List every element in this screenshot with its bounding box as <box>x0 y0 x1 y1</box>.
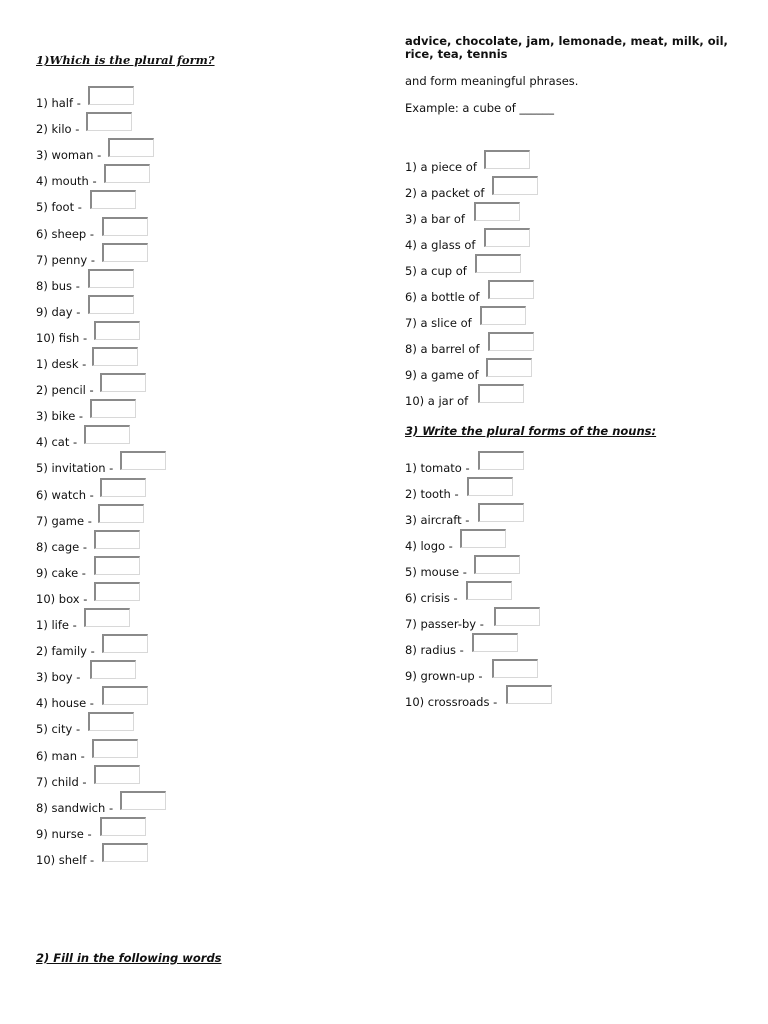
plural-form-item <box>36 722 80 736</box>
phrase-item <box>405 212 465 226</box>
plural-form-answer-field[interactable] <box>84 425 130 444</box>
plural-form-item <box>36 305 80 319</box>
phrase-item <box>405 290 480 304</box>
plural-form-answer-field[interactable] <box>90 660 136 679</box>
plural-noun-item <box>405 539 453 553</box>
plural-form-answer-field[interactable] <box>102 686 148 705</box>
plural-form-item-label: 9) cake - <box>36 565 86 580</box>
plural-form-item <box>36 670 80 684</box>
phrase-item-label: 10) a jar of <box>405 394 469 408</box>
plural-form-item-label: 3) bike - <box>36 409 84 424</box>
plural-form-answer-field[interactable] <box>102 243 148 262</box>
plural-form-answer-field[interactable] <box>88 86 134 105</box>
plural-form-item-label: 1) life - <box>36 618 77 632</box>
plural-noun-answer-field[interactable] <box>460 529 506 548</box>
plural-form-answer-field[interactable] <box>102 634 148 653</box>
plural-form-item <box>36 827 92 841</box>
plural-form-item-label: 3) woman - <box>36 148 102 163</box>
plural-form-item-label: 2) kilo - <box>36 122 80 137</box>
plural-form-item-label: 5) foot - <box>36 200 82 215</box>
plural-form-item <box>36 696 94 710</box>
word-bank: advice, chocolate, jam, lemonade, meat, milk, oil, rice, tea, tennis <box>405 34 728 61</box>
plural-form-item-label: 3) boy - <box>36 670 81 685</box>
phrase-item-label: 3) a bar of <box>405 212 465 226</box>
phrase-item-label: 5) a cup of <box>405 264 467 278</box>
plural-form-item <box>36 96 81 110</box>
plural-noun-answer-field[interactable] <box>474 555 520 574</box>
plural-noun-answer-field[interactable] <box>466 581 512 600</box>
plural-form-answer-field[interactable] <box>94 765 140 784</box>
example-text: Example: a cube of ______ <box>405 101 555 115</box>
phrase-item <box>405 186 484 200</box>
phrase-item <box>405 342 480 356</box>
plural-noun-answer-field[interactable] <box>478 503 524 522</box>
plural-form-answer-field[interactable] <box>98 504 144 523</box>
plural-form-answer-field[interactable] <box>100 478 146 497</box>
plural-form-item <box>36 253 95 267</box>
phrase-answer-field[interactable] <box>492 176 538 195</box>
plural-noun-item <box>405 461 470 475</box>
plural-noun-item-label: 7) passer-by - <box>405 617 484 631</box>
plural-noun-answer-field[interactable] <box>494 607 540 626</box>
plural-noun-item <box>405 565 467 579</box>
section-2-heading: 2) Fill in the following words <box>36 951 222 965</box>
plural-form-item <box>36 148 101 162</box>
plural-form-answer-field[interactable] <box>94 582 140 601</box>
plural-noun-item-label: 10) crossroads - <box>405 695 498 709</box>
plural-form-answer-field[interactable] <box>108 138 154 157</box>
plural-form-answer-field[interactable] <box>100 373 146 392</box>
plural-form-item-label: 6) sheep - <box>36 226 94 241</box>
phrase-answer-field[interactable] <box>486 358 532 377</box>
phrase-item-label: 8) a barrel of <box>405 342 480 356</box>
plural-form-item <box>36 540 87 554</box>
plural-form-answer-field[interactable] <box>102 843 148 862</box>
phrase-item-label: 2) a packet of <box>405 186 485 200</box>
plural-form-item-label: 4) house - <box>36 696 94 711</box>
plural-form-item <box>36 461 113 475</box>
plural-form-item-label: 4) mouth - <box>36 174 97 189</box>
plural-noun-item-label: 8) radius - <box>405 643 464 657</box>
phrase-item <box>405 316 472 330</box>
section-3-heading: 3) Write the plural forms of the nouns: <box>405 424 657 438</box>
plural-noun-item <box>405 643 464 657</box>
plural-form-item <box>36 435 77 449</box>
plural-noun-item-label: 2) tooth - <box>405 487 459 501</box>
phrase-answer-field[interactable] <box>488 332 534 351</box>
plural-form-item-label: 10) fish - <box>36 330 88 345</box>
plural-noun-item-label: 9) grown-up - <box>405 669 483 683</box>
phrase-item <box>405 160 477 174</box>
phrase-item <box>405 238 475 252</box>
plural-form-answer-field[interactable] <box>120 451 166 470</box>
plural-form-answer-field[interactable] <box>94 321 140 340</box>
plural-noun-item-label: 5) mouse - <box>405 565 467 579</box>
plural-noun-item <box>405 487 459 501</box>
plural-form-answer-field[interactable] <box>88 295 134 314</box>
plural-form-answer-field[interactable] <box>94 530 140 549</box>
plural-noun-answer-field[interactable] <box>467 477 513 496</box>
plural-form-item-label: 1) half - <box>36 96 81 110</box>
plural-form-answer-field[interactable] <box>84 608 130 627</box>
plural-form-item-label: 10) box - <box>36 591 88 606</box>
plural-form-item-label: 9) day - <box>36 304 81 319</box>
phrase-item-label: 6) a bottle of <box>405 290 480 304</box>
phrase-item-label: 9) a game of <box>405 368 479 382</box>
plural-form-item-label: 9) nurse - <box>36 826 92 841</box>
plural-form-answer-field[interactable] <box>90 399 136 418</box>
phrase-item <box>405 368 479 382</box>
phrase-item <box>405 394 468 408</box>
plural-form-item <box>36 853 94 867</box>
plural-form-item <box>36 644 95 658</box>
plural-form-item <box>36 592 87 606</box>
plural-form-item-label: 6) man - <box>36 748 85 763</box>
plural-form-item <box>36 174 97 188</box>
plural-form-item <box>36 749 85 763</box>
phrase-answer-field[interactable] <box>484 150 530 169</box>
plural-form-item-label: 7) penny - <box>36 252 96 267</box>
plural-form-item <box>36 801 113 815</box>
plural-form-item-label: 2) family - <box>36 644 95 659</box>
section-1-heading: 1)Which is the plural form? <box>36 53 215 67</box>
plural-form-item <box>36 331 87 345</box>
plural-form-item <box>36 775 87 789</box>
plural-form-answer-field[interactable] <box>90 190 136 209</box>
plural-noun-answer-field[interactable] <box>506 685 552 704</box>
phrase-answer-field[interactable] <box>480 306 526 325</box>
plural-form-answer-field[interactable] <box>100 817 146 836</box>
phrase-item-label: 1) a piece of <box>405 160 477 174</box>
plural-noun-answer-field[interactable] <box>478 451 524 470</box>
plural-form-answer-field[interactable] <box>92 739 138 758</box>
plural-form-answer-field[interactable] <box>120 791 166 810</box>
plural-form-answer-field[interactable] <box>86 112 132 131</box>
plural-form-answer-field[interactable] <box>88 712 134 731</box>
plural-form-item-label: 8) cage - <box>36 539 88 554</box>
plural-noun-item-label: 3) aircraft - <box>405 513 470 527</box>
plural-form-item-label: 8) bus - <box>36 278 80 293</box>
plural-form-answer-field[interactable] <box>88 269 134 288</box>
plural-noun-answer-field[interactable] <box>472 633 518 652</box>
plural-form-item <box>36 357 86 371</box>
phrase-answer-field[interactable] <box>488 280 534 299</box>
plural-form-item-label: 6) watch - <box>36 487 94 502</box>
plural-form-item <box>36 227 94 241</box>
instruction-text: and form meaningful phrases. <box>405 74 579 88</box>
plural-noun-item-label: 4) logo - <box>405 539 453 553</box>
plural-form-item <box>36 279 80 293</box>
plural-form-item-label: 5) invitation - <box>36 461 114 476</box>
phrase-answer-field[interactable] <box>478 384 524 403</box>
plural-form-item-label: 8) sandwich - <box>36 800 114 815</box>
plural-noun-item-label: 1) tomato - <box>405 461 470 475</box>
plural-form-answer-field[interactable] <box>102 217 148 236</box>
plural-form-item <box>36 618 77 632</box>
plural-form-answer-field[interactable] <box>104 164 150 183</box>
plural-noun-item-label: 6) crisis - <box>405 591 458 605</box>
phrase-answer-field[interactable] <box>475 254 521 273</box>
plural-noun-item <box>405 695 497 709</box>
plural-form-item <box>36 383 94 397</box>
plural-form-item-label: 7) game - <box>36 513 92 528</box>
plural-form-item-label: 7) child - <box>36 774 87 789</box>
plural-form-item <box>36 566 86 580</box>
plural-form-item-label: 1) desk - <box>36 357 87 371</box>
plural-form-item-label: 2) pencil - <box>36 383 94 398</box>
plural-form-item <box>36 488 94 502</box>
plural-noun-item <box>405 617 484 631</box>
plural-noun-item <box>405 513 469 527</box>
plural-form-item-label: 5) city - <box>36 722 81 737</box>
plural-form-item-label: 10) shelf - <box>36 852 95 867</box>
phrase-item <box>405 264 467 278</box>
plural-form-answer-field[interactable] <box>94 556 140 575</box>
plural-form-item <box>36 409 83 423</box>
phrase-item-label: 4) a glass of <box>405 238 476 252</box>
plural-form-answer-field[interactable] <box>92 347 138 366</box>
plural-noun-item <box>405 669 483 683</box>
plural-noun-answer-field[interactable] <box>492 659 538 678</box>
plural-noun-item <box>405 591 458 605</box>
phrase-item-label: 7) a slice of <box>405 316 472 330</box>
plural-form-item <box>36 514 92 528</box>
phrase-answer-field[interactable] <box>484 228 530 247</box>
plural-form-item-label: 4) cat - <box>36 435 78 450</box>
plural-form-item <box>36 122 79 136</box>
phrase-answer-field[interactable] <box>474 202 520 221</box>
plural-form-item <box>36 200 82 214</box>
